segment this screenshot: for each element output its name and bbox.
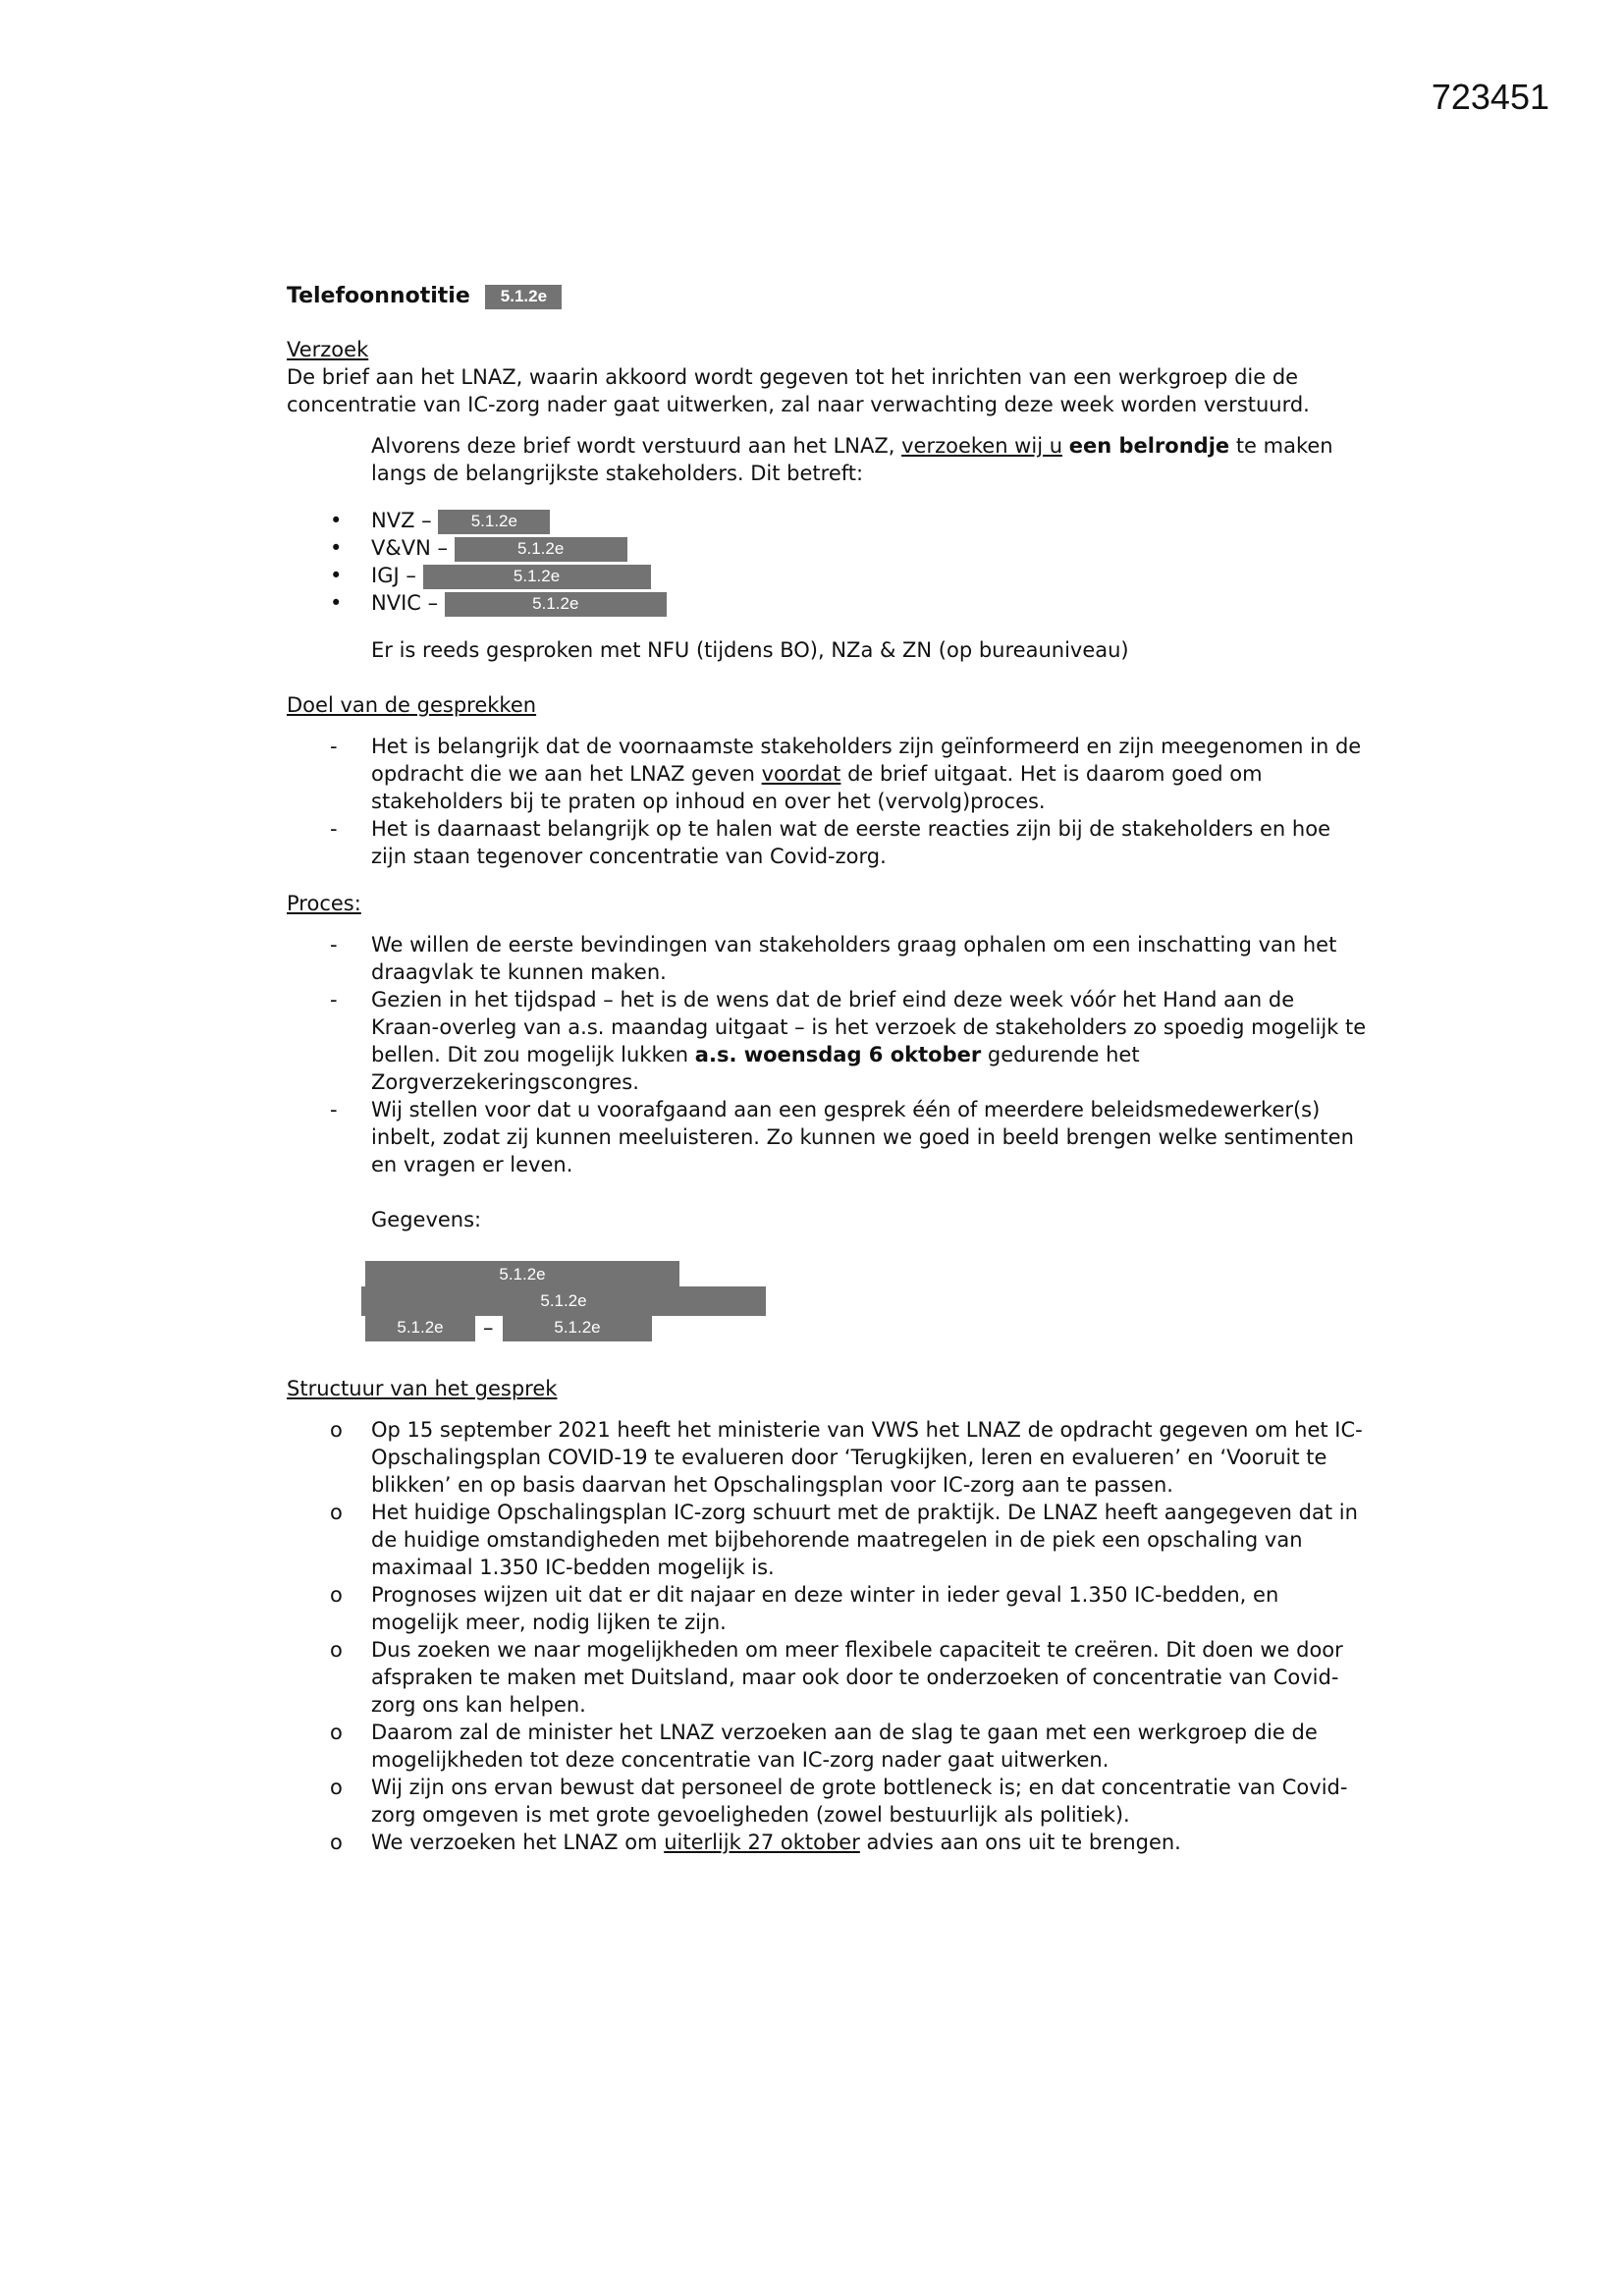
circle-marker: o [330, 1501, 343, 1524]
title-label: Telefoonnotitie [287, 284, 470, 308]
list-item [287, 931, 1367, 986]
section-heading-proces: Proces: [287, 892, 361, 915]
structuur-item-text: Wij zijn ons ervan bewust dat personeel de grote bottleneck is; en dat concentratie van Covid-zorg omgeven is met grote gevoeligheden (zowel bestuurlijk als politiek). [371, 1776, 1348, 1827]
list-item [287, 1096, 1367, 1178]
stakeholder-item [287, 534, 1367, 562]
request-text-pre: Alvorens deze brief wordt verstuurd aan het LNAZ, [371, 434, 902, 458]
redaction-box: 5.1.2e [455, 537, 627, 562]
structuur-last-underline: uiterlijk 27 oktober [664, 1831, 860, 1854]
list-item [287, 733, 1367, 815]
structuur-last-post: advies aan ons uit te brengen. [859, 1831, 1181, 1854]
proces-item2-bold: a.s. woensdag 6 oktober [694, 1043, 982, 1066]
circle-marker: o [330, 1418, 343, 1442]
list-item [287, 1636, 1367, 1719]
list-item [287, 1719, 1367, 1774]
doel-list [287, 733, 1367, 870]
structuur-item-text: Daarom zal de minister het LNAZ verzoeken aan de slag te gaan met een werkgroep die de mogelijkheden tot deze concentratie van IC-zorg nader gaat uitwerken. [371, 1721, 1318, 1772]
document-body [287, 283, 1367, 1856]
redaction-box: 5.1.2e [365, 1314, 475, 1341]
gegevens-redacted-block [365, 1261, 1367, 1355]
document-title [287, 283, 1367, 310]
dash-separator: – [483, 1316, 494, 1339]
redaction-box: 5.1.2e [361, 1286, 766, 1316]
dash-marker: - [330, 988, 338, 1011]
bullet-marker: • [330, 509, 343, 532]
circle-marker: o [330, 1583, 343, 1607]
stakeholder-item [287, 562, 1367, 589]
stakeholder-name: NVIC – [371, 591, 439, 615]
list-item [287, 1416, 1367, 1499]
structuur-list [287, 1416, 1367, 1856]
bullet-marker: • [330, 536, 343, 560]
structuur-last-pre: We verzoeken het LNAZ om [371, 1831, 665, 1854]
verzoek-request [371, 432, 1367, 487]
circle-marker: o [330, 1638, 343, 1662]
stakeholder-list [287, 507, 1367, 617]
request-bold: een belrondje [1068, 434, 1230, 458]
circle-marker: o [330, 1721, 343, 1744]
bullet-marker: • [330, 591, 343, 615]
redaction-box: 5.1.2e [445, 592, 667, 617]
section-heading-structuur: Structuur van het gesprek [287, 1377, 558, 1400]
redaction-box: 5.1.2e [485, 285, 562, 309]
proces-list [287, 931, 1367, 1178]
gegevens-label: Gegevens: [371, 1208, 482, 1231]
structuur-item-text: Prognoses wijzen uit dat er dit najaar en deze winter in ieder geval 1.350 IC-bedden, en mogelijk meer, nodig lijken te zijn. [371, 1583, 1279, 1634]
list-item [287, 1829, 1367, 1856]
request-text-post: te maken langs de belangrijkste stakeholders. Dit betreft: [371, 434, 1333, 485]
stakeholder-item [287, 589, 1367, 617]
stakeholder-name: V&VN – [371, 536, 448, 560]
dash-marker: - [330, 817, 338, 841]
verzoek-intro: De brief aan het LNAZ, waarin akkoord wordt gegeven tot het inrichten van een werkgroep die de concentratie van IC-zorg nader gaat uitwerken, zal naar verwachting deze week worden verstuurd. [287, 365, 1310, 416]
redaction-box: 5.1.2e [423, 565, 651, 589]
section-heading-verzoek: Verzoek [287, 338, 369, 361]
circle-marker: o [330, 1831, 343, 1854]
list-item [287, 1581, 1367, 1636]
structuur-item-text: Dus zoeken we naar mogelijkheden om meer flexibele capaciteit te creëren. Dit doen we door afspraken te maken met Duitsland, maar ook door te onderzoeken of concentratie van Covid-zorg ons kan helpen. [371, 1638, 1343, 1717]
dash-marker: - [330, 933, 338, 957]
stakeholder-item [287, 507, 1367, 534]
stakeholder-name: IGJ – [371, 564, 416, 587]
list-item [287, 986, 1367, 1096]
redaction-box: 5.1.2e [438, 510, 550, 534]
proces-item2-post: gedurende het Zorgverzekeringscongres. [371, 1043, 1140, 1094]
doel-item1-pre: Het is belangrijk dat de voornaamste stakeholders zijn geïnformeerd en zijn meegenomen in de opdracht die we aan het LNAZ geven [371, 735, 1362, 786]
doel-item1-post: de brief uitgaat. Het is daarom goed om stakeholders bij te praten op inhoud en over het (vervolg)proces. [371, 762, 1263, 813]
dash-marker: - [330, 735, 338, 758]
doel-item2: Het is daarnaast belangrijk op te halen wat de eerste reacties zijn bij de stakeholders en hoe zijn staan tegenover concentratie van Covid-zorg. [371, 817, 1330, 868]
structuur-item-text: Op 15 september 2021 heeft het ministerie van VWS het LNAZ de opdracht gegeven om het IC-Opschalingsplan COVID-19 te evalueren door ‘Terugkijken, leren en evalueren’ en ‘Vooruit te blikken’ en op basis daarvan het Opschalingsplan voor IC-zorg aan te passen. [371, 1418, 1363, 1497]
dash-marker: - [330, 1098, 338, 1121]
already-spoken-note: Er is reeds gesproken met NFU (tijdens BO), NZa & ZN (op bureauniveau) [371, 638, 1129, 662]
proces-item2-pre: Gezien in het tijdspad – het is de wens dat de brief eind deze week vóór het Hand aan de Kraan-overleg van a.s. maandag uitgaat – is het verzoek de stakeholders zo spoedig mogelijk te bellen. Dit zou mogelijk lukken [371, 988, 1367, 1066]
section-heading-doel: Doel van de gesprekken [287, 693, 537, 717]
list-item [287, 815, 1367, 870]
stakeholder-name: NVZ – [371, 509, 432, 532]
redaction-box: 5.1.2e [503, 1314, 652, 1341]
structuur-item-text: Het huidige Opschalingsplan IC-zorg schuurt met de praktijk. De LNAZ heeft aangegeven dat in de huidige omstandigheden met bijbehorende maatregelen in de piek een opschaling van maximaal 1.350 IC-bedden mogelijk is. [371, 1501, 1358, 1579]
document-id: 723451 [1431, 77, 1549, 117]
proces-item3: Wij stellen voor dat u voorafgaand aan een gesprek één of meerdere beleidsmedewerker(s) inbelt, zodat zij kunnen meeluisteren. Zo kunnen we goed in beeld brengen welke sentimenten en vragen er leven. [371, 1098, 1354, 1176]
request-underline: verzoeken wij u [901, 434, 1063, 458]
list-item [287, 1774, 1367, 1829]
proces-item1: We willen de eerste bevindingen van stakeholders graag ophalen om een inschatting van het draagvlak te kunnen maken. [371, 933, 1337, 984]
bullet-marker: • [330, 564, 343, 587]
list-item [287, 1499, 1367, 1581]
request-space [1062, 434, 1069, 458]
redaction-box: 5.1.2e [365, 1261, 679, 1288]
circle-marker: o [330, 1776, 343, 1799]
doel-item1-underline: voordat [761, 762, 841, 786]
